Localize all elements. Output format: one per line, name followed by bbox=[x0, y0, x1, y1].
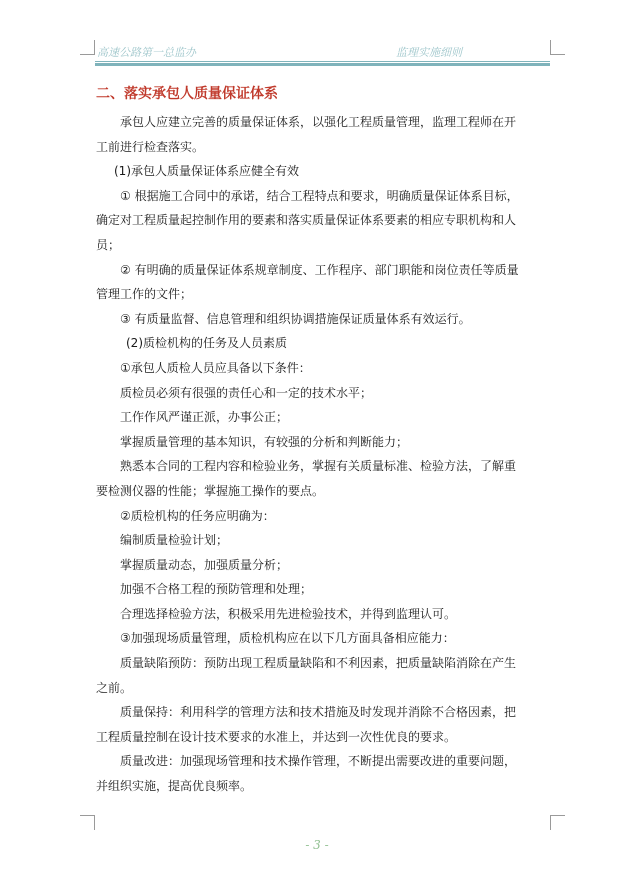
paragraph-line: 工前进行检查落实。 bbox=[96, 139, 205, 154]
paragraph-line: 质检员必须有很强的责任心和一定的技术水平； bbox=[120, 385, 373, 400]
paragraph-line: ③加强现场质量管理，质检机构应在以下几方面具备相应能力： bbox=[120, 631, 455, 646]
paragraph-line: 管理工作的文件； bbox=[96, 287, 193, 302]
paragraph-line: 质量改进：加强现场管理和技术操作管理，不断提出需要改进的重要问题， bbox=[120, 754, 517, 769]
paragraph-line: 工程质量控制在设计技术要求的水准上，并达到一次性优良的要求。 bbox=[96, 729, 457, 744]
paragraph-line: 熟悉本合同的工程内容和检验业务，掌握有关质量标准、检验方法，了解重 bbox=[120, 459, 517, 474]
header-right-text: 监理实施细则 bbox=[396, 46, 462, 59]
paragraph-line: 掌握质量管理的基本知识，有较强的分析和判断能力； bbox=[120, 434, 409, 449]
paragraph-line: ①承包人质检人员应具备以下条件： bbox=[120, 360, 311, 375]
page-number: - 3 - bbox=[305, 838, 329, 852]
paragraph-line: ① 根据施工合同中的承诺，结合工程特点和要求，明确质量保证体系目标， bbox=[120, 188, 519, 203]
paragraph-line: ③ 有质量监督、信息管理和组织协调措施保证质量体系有效运行。 bbox=[120, 311, 471, 326]
page-header bbox=[95, 44, 550, 60]
paragraph-line: 之前。 bbox=[96, 680, 133, 695]
paragraph-line: 并组织实施，提高优良频率。 bbox=[96, 779, 253, 794]
crop-mark-top-right bbox=[550, 40, 565, 55]
paragraph-line: 要检测仪器的性能；掌握施工操作的要点。 bbox=[96, 483, 325, 498]
paragraph-line: 确定对工程质量起控制作用的要素和落实质量保证体系要素的相应专职机构和人 bbox=[96, 213, 517, 228]
crop-mark-bottom-left bbox=[80, 815, 95, 830]
paragraph-line: 加强不合格工程的预防管理和处理； bbox=[120, 582, 313, 597]
paragraph-line: 员； bbox=[96, 237, 121, 252]
paragraph-line: (2)质检机构的任务及人员素质 bbox=[126, 336, 287, 351]
paragraph-line: ② 有明确的质量保证体系规章制度、工作程序、部门职能和岗位责任等质量 bbox=[120, 262, 519, 277]
paragraph-line: 编制质量检验计划； bbox=[120, 533, 229, 548]
paragraph-line: 掌握质量动态，加强质量分析； bbox=[120, 557, 289, 572]
paragraph-line: (1)承包人质量保证体系应健全有效 bbox=[114, 164, 299, 179]
crop-mark-top-left bbox=[80, 40, 95, 55]
section-heading: 二、落实承包人质量保证体系 bbox=[96, 86, 278, 102]
crop-mark-bottom-right bbox=[550, 815, 565, 830]
paragraph-line: 质量保持：利用科学的管理方法和技术措施及时发现并消除不合格因素，把 bbox=[120, 705, 517, 720]
header-left-text: 高速公路第一总监办 bbox=[97, 46, 196, 59]
header-rule-thick bbox=[95, 63, 550, 66]
header-rule-thin bbox=[95, 61, 550, 62]
paragraph-line: 承包人应建立完善的质量保证体系，以强化工程质量管理，监理工程师在开 bbox=[120, 115, 517, 129]
paragraph-line: 质量缺陷预防：预防出现工程质量缺陷和不利因素，把质量缺陷消除在产生 bbox=[120, 656, 517, 671]
paragraph-line: 合理选择检验方法，积极采用先进检验技术，并得到监理认可。 bbox=[120, 606, 457, 621]
document-body bbox=[96, 84, 550, 799]
paragraph-line: ②质检机构的任务应明确为： bbox=[120, 508, 275, 523]
paragraph-line: 工作作风严谨正派，办事公正； bbox=[120, 410, 289, 425]
